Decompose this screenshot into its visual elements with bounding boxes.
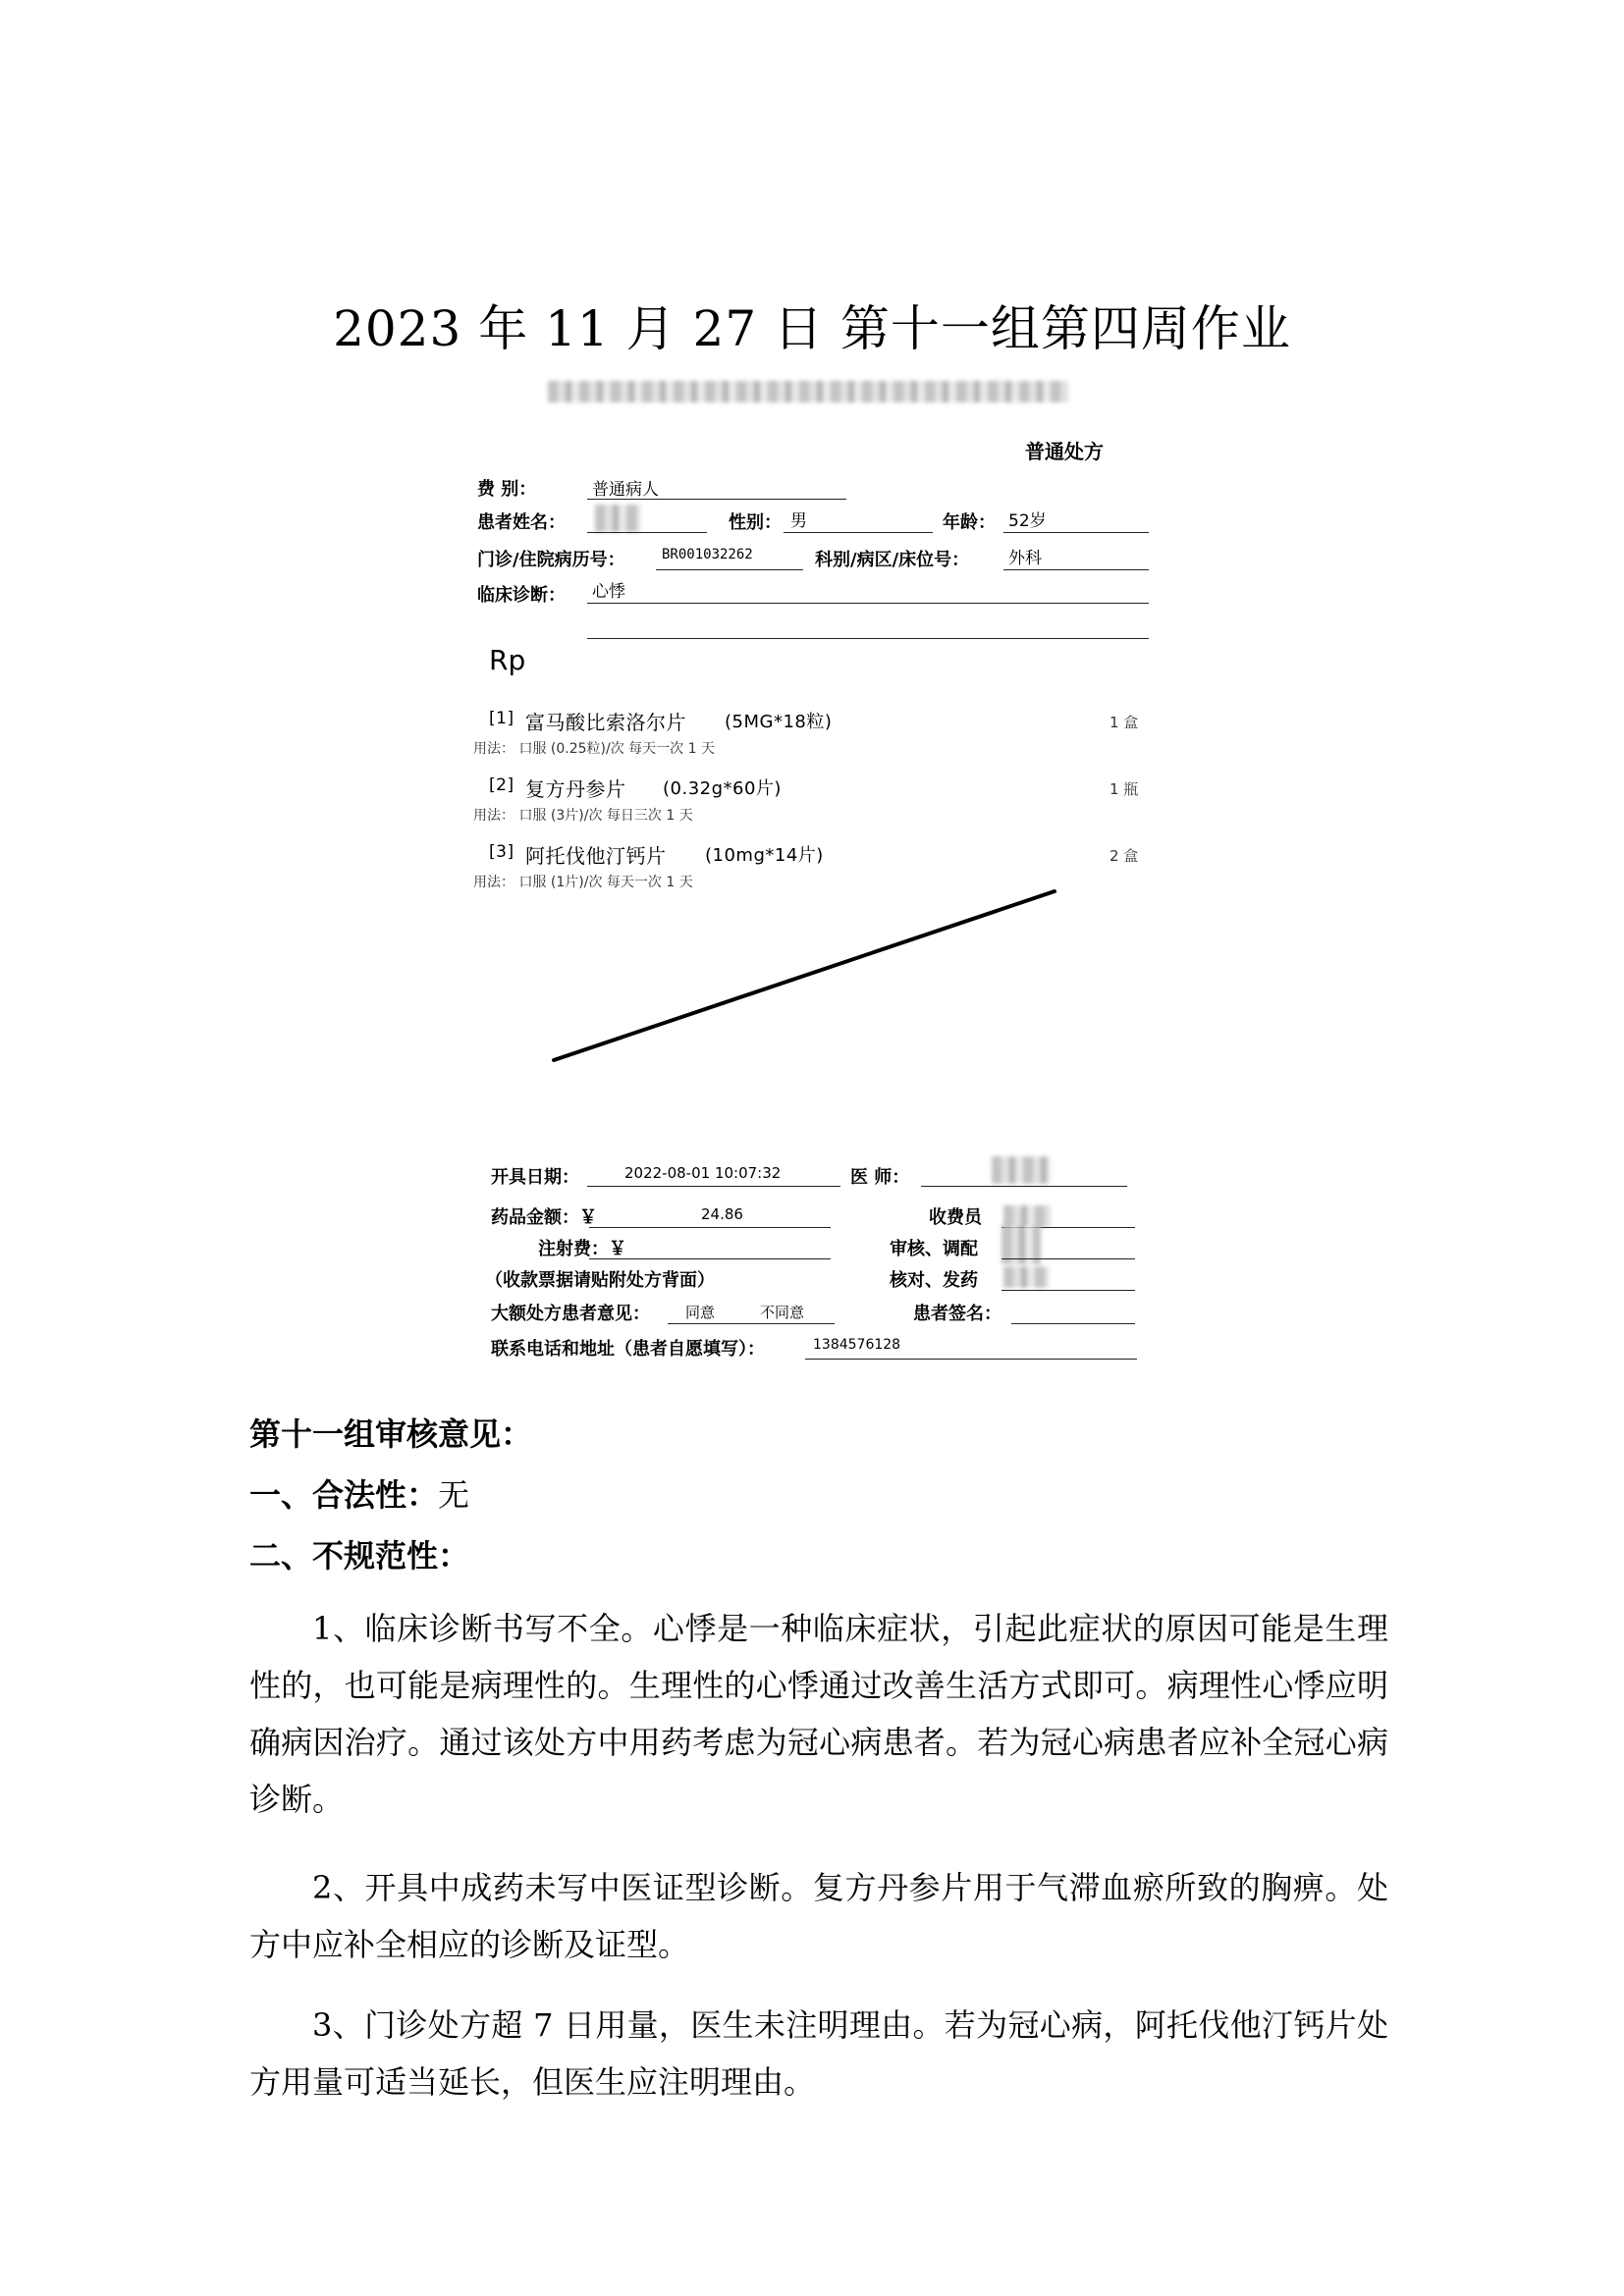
- redacted-hospital-name: [548, 381, 1068, 402]
- patient-name-underline: [587, 532, 707, 533]
- diagnosis-underline-2: [587, 638, 1149, 639]
- dept-underline: [1003, 569, 1149, 570]
- fee-type-underline: [587, 499, 846, 500]
- legality-value: 无: [438, 1476, 470, 1514]
- gender-label: 性别：: [729, 512, 782, 533]
- amount-label: 药品金额：￥: [491, 1207, 597, 1228]
- legality-label: 一、合法性：: [249, 1476, 439, 1514]
- review-paragraph-2-text: 2、开具中成药未写中医证型诊断。复方丹参片用于气滞血瘀所致的胸痹。处方中应补全相应的诊断及证型。: [249, 1869, 1388, 1963]
- review-paragraph-1-text: 1、临床诊断书写不全。心悸是一种临床症状，引起此症状的原因可能是生理性的，也可能是病理性的。生理性的心悸通过改善生活方式即可。病理性心悸应明确病因治疗。通过该处方中用药考虑为冠心病患者。若为冠心病患者应补全冠心病诊断。: [249, 1610, 1388, 1818]
- drug-3-spec: (10mg*14片): [705, 845, 824, 866]
- prescription-type: 普通处方: [1025, 440, 1104, 463]
- check-label: 核对、发药: [890, 1270, 978, 1291]
- dept-value: 外科: [1008, 549, 1042, 568]
- drug-2-spec: (0.32g*60片): [663, 778, 782, 799]
- patient-sign-label: 患者签名：: [913, 1304, 1001, 1324]
- age-value: 52岁: [1008, 511, 1047, 531]
- age-underline: [1003, 532, 1149, 533]
- large-rx-underline: [668, 1323, 835, 1324]
- date-value: 2022-08-01 10:07:32: [624, 1164, 782, 1182]
- redacted-cashier: [1003, 1205, 1051, 1227]
- doctor-underline: [921, 1186, 1127, 1187]
- diagnosis-value: 心悸: [592, 582, 625, 602]
- drug-1-name: 富马酸比索洛尔片: [525, 711, 686, 734]
- contact-underline: [805, 1359, 1137, 1360]
- drug-2-usage: 用法： 口服 (3片)/次 每日三次 1 天: [473, 808, 693, 824]
- review-paragraph-1: [249, 1600, 1388, 1828]
- record-underline: [656, 569, 803, 570]
- gender-underline: [784, 532, 933, 533]
- drug-3-name: 阿托伐他汀钙片: [525, 844, 667, 868]
- age-label: 年龄：: [943, 512, 996, 533]
- drug-3-no: [3]: [489, 842, 514, 862]
- review-label: 审核、调配: [890, 1239, 978, 1259]
- review-paragraph-3-text: 3、门诊处方超 7 日用量，医生未注明理由。若为冠心病，阿托伐他汀钙片处方用量可适当延长，但医生应注明理由。: [249, 2006, 1388, 2101]
- drug-1-no: [1]: [489, 709, 514, 728]
- fee-type-value: 普通病人: [592, 480, 659, 500]
- amount-value: 24.86: [701, 1205, 743, 1223]
- diagnosis-label: 临床诊断：: [477, 585, 566, 606]
- redacted-doctor: [992, 1156, 1051, 1184]
- drug-3-usage: 用法： 口服 (1片)/次 每天一次 1 天: [473, 875, 693, 890]
- void-line: [550, 883, 1060, 1070]
- review-underline: [1001, 1258, 1135, 1259]
- gender-value: 男: [790, 511, 807, 531]
- receipt-note: （收款票据请贴附处方背面）: [485, 1270, 715, 1291]
- contact-value: 1384576128: [813, 1337, 901, 1353]
- drug-1-usage: 用法： 口服 (0.25粒)/次 每天一次 1 天: [473, 741, 715, 757]
- rp-symbol: Rp: [489, 644, 526, 676]
- irregular-label: 二、不规范性：: [249, 1537, 470, 1575]
- doctor-label: 医 师：: [850, 1167, 910, 1188]
- drug-1-qty: 1 盒: [1110, 714, 1139, 731]
- date-label: 开具日期：: [491, 1167, 579, 1188]
- check-underline: [1001, 1290, 1135, 1291]
- review-paragraph-2: [249, 1859, 1388, 1973]
- injection-underline: [589, 1258, 831, 1259]
- drug-2-qty: 1 瓶: [1110, 780, 1139, 798]
- dept-label: 科别/病区/床位号：: [815, 550, 970, 570]
- fee-type-label: 费 别：: [477, 479, 537, 500]
- redacted-patient-name: [595, 505, 640, 532]
- redacted-check: [1003, 1266, 1049, 1288]
- drug-3-qty: 2 盒: [1110, 847, 1139, 865]
- diagnosis-underline-1: [587, 603, 1149, 604]
- disagree-option: 不同意: [760, 1304, 805, 1321]
- record-value: BR001032262: [662, 547, 753, 562]
- injection-label: 注射费：￥: [538, 1239, 626, 1259]
- drug-2-name: 复方丹参片: [525, 777, 626, 801]
- cashier-label: 收费员: [929, 1207, 982, 1228]
- legality-row: [249, 1467, 469, 1523]
- amount-underline: [589, 1227, 831, 1228]
- drug-2-no: [2]: [489, 775, 514, 795]
- record-label: 门诊/住院病历号：: [477, 550, 625, 570]
- review-paragraph-3: [249, 1997, 1388, 2110]
- large-rx-label: 大额处方患者意见：: [491, 1304, 650, 1324]
- agree-option: 同意: [685, 1304, 716, 1321]
- review-heading: 第十一组审核意见：: [249, 1415, 533, 1453]
- contact-label: 联系电话和地址（患者自愿填写）：: [491, 1339, 765, 1360]
- page-title: 2023 年 11 月 27 日 第十一组第四周作业: [333, 300, 1291, 357]
- date-underline: [587, 1186, 840, 1187]
- patient-sign-underline: [1011, 1323, 1135, 1324]
- patient-name-label: 患者姓名：: [477, 512, 566, 533]
- drug-1-spec: (5MG*18粒): [725, 712, 833, 732]
